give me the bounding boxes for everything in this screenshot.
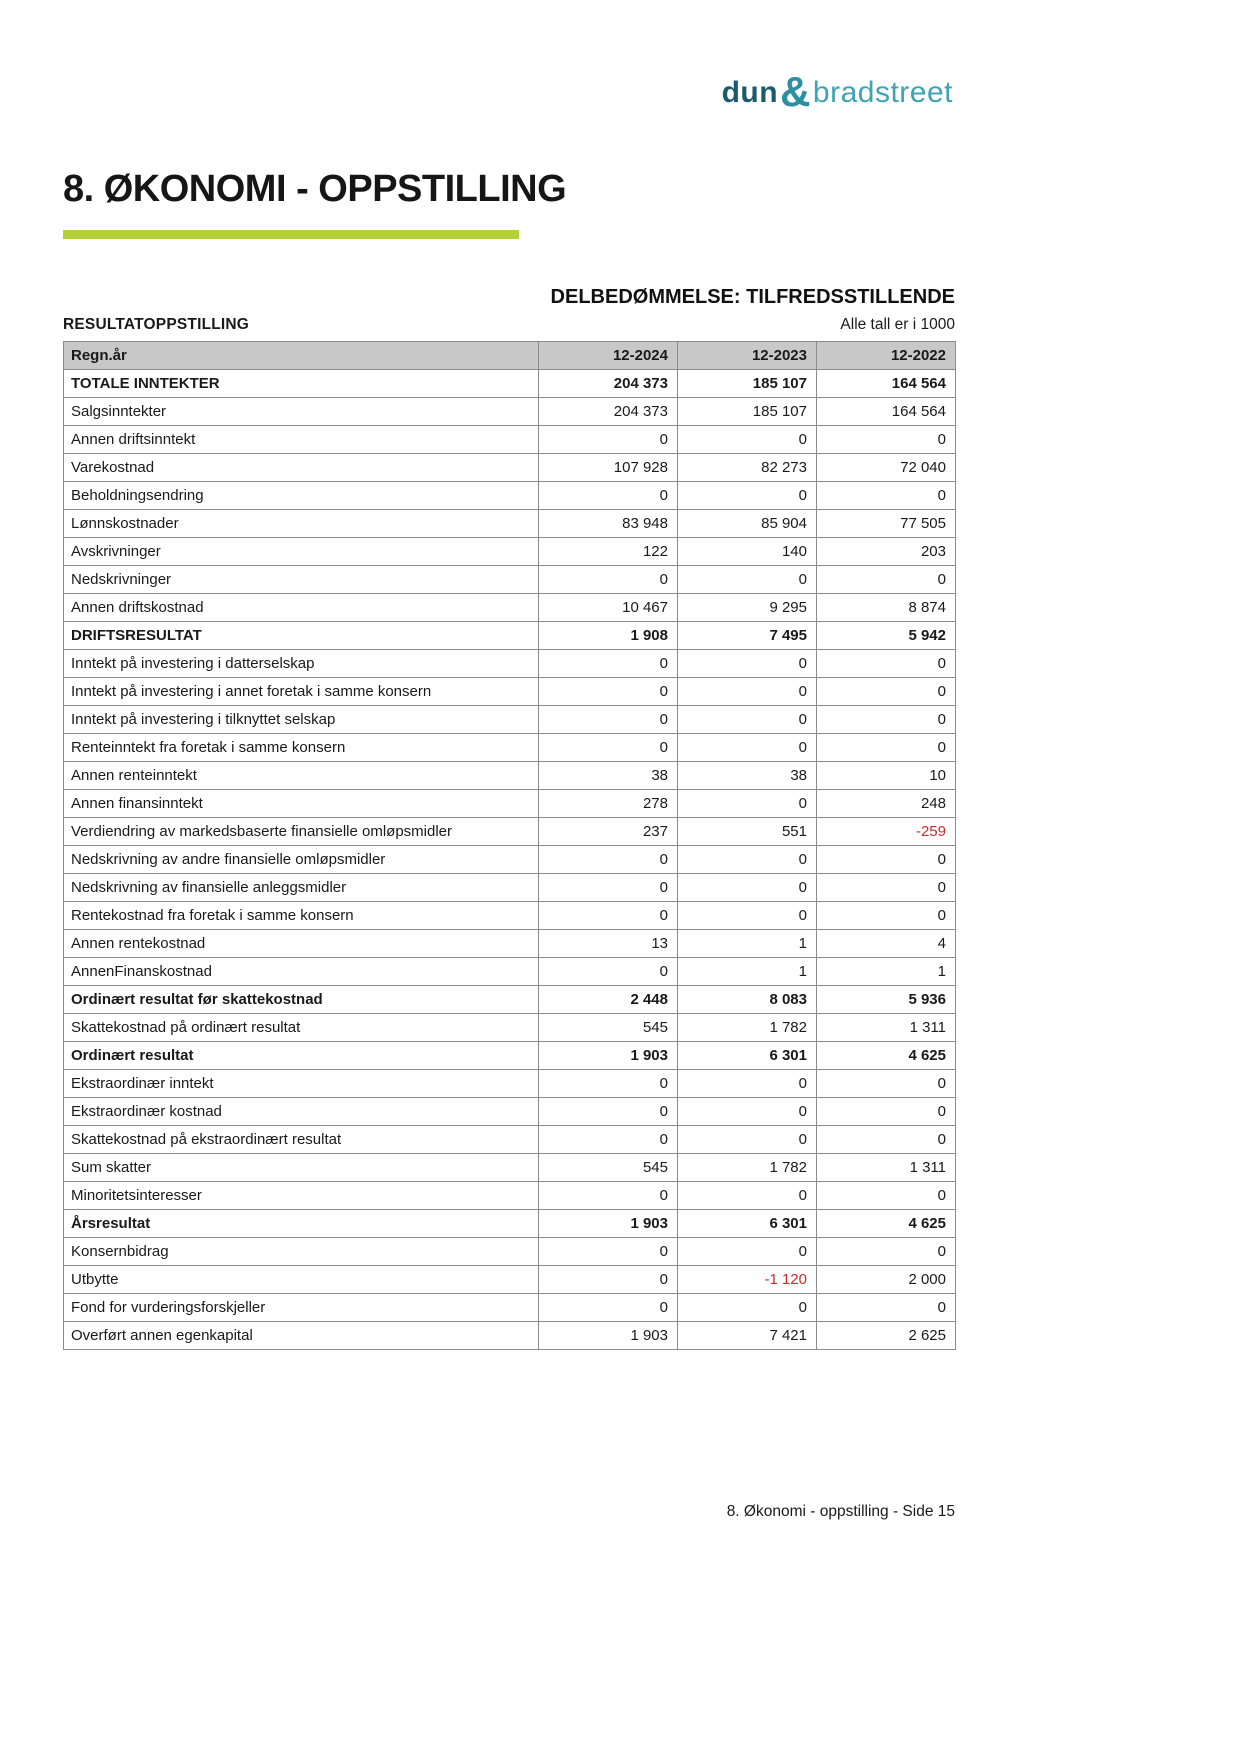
cell-value: 0 bbox=[678, 1182, 817, 1210]
cell-value: 203 bbox=[817, 538, 956, 566]
row-label: Annen driftsinntekt bbox=[64, 426, 539, 454]
cell-value: 0 bbox=[539, 874, 678, 902]
row-label: Utbytte bbox=[64, 1266, 539, 1294]
table-row bbox=[64, 398, 956, 426]
cell-value: 0 bbox=[817, 734, 956, 762]
cell-value: 0 bbox=[817, 678, 956, 706]
cell-value: 1 782 bbox=[678, 1014, 817, 1042]
cell-value: 204 373 bbox=[539, 370, 678, 398]
ampersand-icon: & bbox=[780, 68, 811, 115]
cell-value: 0 bbox=[817, 1126, 956, 1154]
row-label: Ordinært resultat før skattekostnad bbox=[64, 986, 539, 1014]
cell-value: 0 bbox=[539, 958, 678, 986]
cell-value: 0 bbox=[678, 426, 817, 454]
table-row bbox=[64, 1098, 956, 1126]
cell-value: 0 bbox=[678, 482, 817, 510]
row-label: DRIFTSRESULTAT bbox=[64, 622, 539, 650]
row-label: Rentekostnad fra foretak i samme konsern bbox=[64, 902, 539, 930]
cell-value: 107 928 bbox=[539, 454, 678, 482]
income-statement-table bbox=[63, 341, 956, 1350]
cell-value: 0 bbox=[539, 566, 678, 594]
table-row bbox=[64, 622, 956, 650]
cell-value: 0 bbox=[539, 1182, 678, 1210]
table-row bbox=[64, 370, 956, 398]
cell-value: 1 bbox=[678, 958, 817, 986]
cell-value: 237 bbox=[539, 818, 678, 846]
cell-value: 185 107 bbox=[678, 398, 817, 426]
cell-value: 6 301 bbox=[678, 1210, 817, 1238]
row-label: Verdiendring av markedsbaserte finansielle omløpsmidler bbox=[64, 818, 539, 846]
cell-value: 0 bbox=[817, 1098, 956, 1126]
cell-value: 0 bbox=[539, 902, 678, 930]
cell-value: 0 bbox=[539, 734, 678, 762]
cell-value: 0 bbox=[539, 1294, 678, 1322]
table-row bbox=[64, 650, 956, 678]
row-label: Lønnskostnader bbox=[64, 510, 539, 538]
table-row bbox=[64, 986, 956, 1014]
table-row bbox=[64, 510, 956, 538]
cell-value: 10 467 bbox=[539, 594, 678, 622]
cell-value: 185 107 bbox=[678, 370, 817, 398]
table-row bbox=[64, 1042, 956, 1070]
accent-bar bbox=[63, 230, 519, 239]
cell-value: 0 bbox=[817, 1238, 956, 1266]
cell-value: 1 782 bbox=[678, 1154, 817, 1182]
row-label: Avskrivninger bbox=[64, 538, 539, 566]
cell-value: 0 bbox=[817, 482, 956, 510]
table-row bbox=[64, 818, 956, 846]
cell-value: 5 936 bbox=[817, 986, 956, 1014]
cell-value: 0 bbox=[678, 1098, 817, 1126]
cell-value: 0 bbox=[817, 650, 956, 678]
cell-value: 0 bbox=[817, 1294, 956, 1322]
column-header-year: 12-2022 bbox=[817, 342, 956, 370]
cell-value: 0 bbox=[678, 1126, 817, 1154]
row-label: Ekstraordinær kostnad bbox=[64, 1098, 539, 1126]
cell-value: 0 bbox=[678, 566, 817, 594]
table-row bbox=[64, 1266, 956, 1294]
cell-value: -1 120 bbox=[678, 1266, 817, 1294]
row-label: Overført annen egenkapital bbox=[64, 1322, 539, 1350]
cell-value: 0 bbox=[678, 1238, 817, 1266]
cell-value: 8 083 bbox=[678, 986, 817, 1014]
cell-value: 82 273 bbox=[678, 454, 817, 482]
cell-value: 1 908 bbox=[539, 622, 678, 650]
cell-value: 0 bbox=[817, 426, 956, 454]
table-row bbox=[64, 482, 956, 510]
cell-value: 2 448 bbox=[539, 986, 678, 1014]
cell-value: 7 421 bbox=[678, 1322, 817, 1350]
logo-text-dun: dun bbox=[721, 76, 779, 109]
cell-value: 0 bbox=[678, 902, 817, 930]
table-row bbox=[64, 566, 956, 594]
cell-value: 0 bbox=[539, 1098, 678, 1126]
row-label: Nedskrivning av finansielle anleggsmidler bbox=[64, 874, 539, 902]
table-row bbox=[64, 762, 956, 790]
section-label: RESULTATOPPSTILLING bbox=[63, 316, 250, 333]
cell-value: 1 903 bbox=[539, 1210, 678, 1238]
table-row bbox=[64, 1210, 956, 1238]
row-label: Salgsinntekter bbox=[64, 398, 539, 426]
page-footer: 8. Økonomi - oppstilling - Side 15 bbox=[726, 1503, 955, 1520]
table-row bbox=[64, 734, 956, 762]
row-label: Annen renteinntekt bbox=[64, 762, 539, 790]
column-header-label: Regn.år bbox=[64, 342, 539, 370]
row-label: Inntekt på investering i annet foretak i samme konsern bbox=[64, 678, 539, 706]
column-header-year: 12-2023 bbox=[678, 342, 817, 370]
cell-value: 0 bbox=[817, 874, 956, 902]
cell-value: 164 564 bbox=[817, 398, 956, 426]
table-row bbox=[64, 1294, 956, 1322]
cell-value: 1 903 bbox=[539, 1042, 678, 1070]
row-label: Renteinntekt fra foretak i samme konsern bbox=[64, 734, 539, 762]
cell-value: 1 bbox=[817, 958, 956, 986]
table-row bbox=[64, 1322, 956, 1350]
unit-note: Alle tall er i 1000 bbox=[840, 316, 955, 333]
cell-value: 7 495 bbox=[678, 622, 817, 650]
dun-bradstreet-logo bbox=[722, 68, 953, 116]
row-label: Inntekt på investering i tilknyttet selskap bbox=[64, 706, 539, 734]
row-label: Konsernbidrag bbox=[64, 1238, 539, 1266]
row-label: Inntekt på investering i datterselskap bbox=[64, 650, 539, 678]
cell-value: 0 bbox=[539, 650, 678, 678]
row-label: Ekstraordinær inntekt bbox=[64, 1070, 539, 1098]
cell-value: 77 505 bbox=[817, 510, 956, 538]
row-label: Skattekostnad på ekstraordinært resultat bbox=[64, 1126, 539, 1154]
cell-value: 0 bbox=[678, 1294, 817, 1322]
cell-value: 0 bbox=[678, 678, 817, 706]
cell-value: 545 bbox=[539, 1154, 678, 1182]
cell-value: 0 bbox=[678, 846, 817, 874]
cell-value: 0 bbox=[817, 566, 956, 594]
table-row bbox=[64, 454, 956, 482]
table-row bbox=[64, 1154, 956, 1182]
cell-value: -259 bbox=[817, 818, 956, 846]
row-label: Nedskrivning av andre finansielle omløpsmidler bbox=[64, 846, 539, 874]
table-meta-row bbox=[63, 316, 955, 334]
table-row bbox=[64, 1070, 956, 1098]
row-label: Skattekostnad på ordinært resultat bbox=[64, 1014, 539, 1042]
table-row bbox=[64, 930, 956, 958]
row-label: Beholdningsendring bbox=[64, 482, 539, 510]
cell-value: 0 bbox=[817, 846, 956, 874]
cell-value: 0 bbox=[539, 1126, 678, 1154]
cell-value: 140 bbox=[678, 538, 817, 566]
cell-value: 545 bbox=[539, 1014, 678, 1042]
cell-value: 0 bbox=[539, 426, 678, 454]
cell-value: 4 625 bbox=[817, 1210, 956, 1238]
cell-value: 38 bbox=[678, 762, 817, 790]
table-row bbox=[64, 958, 956, 986]
cell-value: 0 bbox=[678, 1070, 817, 1098]
cell-value: 10 bbox=[817, 762, 956, 790]
cell-value: 278 bbox=[539, 790, 678, 818]
cell-value: 0 bbox=[539, 482, 678, 510]
cell-value: 1 311 bbox=[817, 1014, 956, 1042]
cell-value: 204 373 bbox=[539, 398, 678, 426]
cell-value: 0 bbox=[678, 734, 817, 762]
cell-value: 4 bbox=[817, 930, 956, 958]
cell-value: 1 311 bbox=[817, 1154, 956, 1182]
cell-value: 122 bbox=[539, 538, 678, 566]
row-label: AnnenFinanskostnad bbox=[64, 958, 539, 986]
table-header-row bbox=[64, 342, 956, 370]
cell-value: 6 301 bbox=[678, 1042, 817, 1070]
cell-value: 0 bbox=[817, 1182, 956, 1210]
table-row bbox=[64, 846, 956, 874]
cell-value: 85 904 bbox=[678, 510, 817, 538]
row-label: Minoritetsinteresser bbox=[64, 1182, 539, 1210]
row-label: Ordinært resultat bbox=[64, 1042, 539, 1070]
cell-value: 0 bbox=[539, 846, 678, 874]
cell-value: 1 bbox=[678, 930, 817, 958]
cell-value: 0 bbox=[539, 1070, 678, 1098]
cell-value: 164 564 bbox=[817, 370, 956, 398]
cell-value: 0 bbox=[678, 874, 817, 902]
row-label: Fond for vurderingsforskjeller bbox=[64, 1294, 539, 1322]
table-row bbox=[64, 1126, 956, 1154]
cell-value: 0 bbox=[539, 706, 678, 734]
table-row bbox=[64, 426, 956, 454]
cell-value: 13 bbox=[539, 930, 678, 958]
cell-value: 83 948 bbox=[539, 510, 678, 538]
cell-value: 0 bbox=[817, 902, 956, 930]
cell-value: 8 874 bbox=[817, 594, 956, 622]
cell-value: 38 bbox=[539, 762, 678, 790]
row-label: Sum skatter bbox=[64, 1154, 539, 1182]
cell-value: 1 903 bbox=[539, 1322, 678, 1350]
cell-value: 248 bbox=[817, 790, 956, 818]
table-row bbox=[64, 678, 956, 706]
row-label: Årsresultat bbox=[64, 1210, 539, 1238]
cell-value: 0 bbox=[678, 706, 817, 734]
cell-value: 4 625 bbox=[817, 1042, 956, 1070]
cell-value: 0 bbox=[539, 678, 678, 706]
table-row bbox=[64, 538, 956, 566]
table-row bbox=[64, 1182, 956, 1210]
page-title: 8. ØKONOMI - OPPSTILLING bbox=[63, 168, 567, 210]
row-label: Annen rentekostnad bbox=[64, 930, 539, 958]
table-row bbox=[64, 706, 956, 734]
cell-value: 0 bbox=[817, 706, 956, 734]
table-row bbox=[64, 902, 956, 930]
row-label: TOTALE INNTEKTER bbox=[64, 370, 539, 398]
cell-value: 0 bbox=[539, 1266, 678, 1294]
cell-value: 0 bbox=[678, 650, 817, 678]
column-header-year: 12-2024 bbox=[539, 342, 678, 370]
cell-value: 2 000 bbox=[817, 1266, 956, 1294]
cell-value: 0 bbox=[539, 1238, 678, 1266]
logo-text-bradstreet: bradstreet bbox=[812, 76, 953, 109]
table-row bbox=[64, 874, 956, 902]
cell-value: 9 295 bbox=[678, 594, 817, 622]
cell-value: 5 942 bbox=[817, 622, 956, 650]
cell-value: 551 bbox=[678, 818, 817, 846]
assessment-heading: DELBEDØMMELSE: TILFREDSSTILLENDE bbox=[550, 286, 955, 308]
row-label: Varekostnad bbox=[64, 454, 539, 482]
table-row bbox=[64, 1014, 956, 1042]
cell-value: 0 bbox=[817, 1070, 956, 1098]
cell-value: 2 625 bbox=[817, 1322, 956, 1350]
row-label: Nedskrivninger bbox=[64, 566, 539, 594]
row-label: Annen driftskostnad bbox=[64, 594, 539, 622]
row-label: Annen finansinntekt bbox=[64, 790, 539, 818]
table-row bbox=[64, 790, 956, 818]
table-row bbox=[64, 594, 956, 622]
cell-value: 72 040 bbox=[817, 454, 956, 482]
cell-value: 0 bbox=[678, 790, 817, 818]
table-row bbox=[64, 1238, 956, 1266]
